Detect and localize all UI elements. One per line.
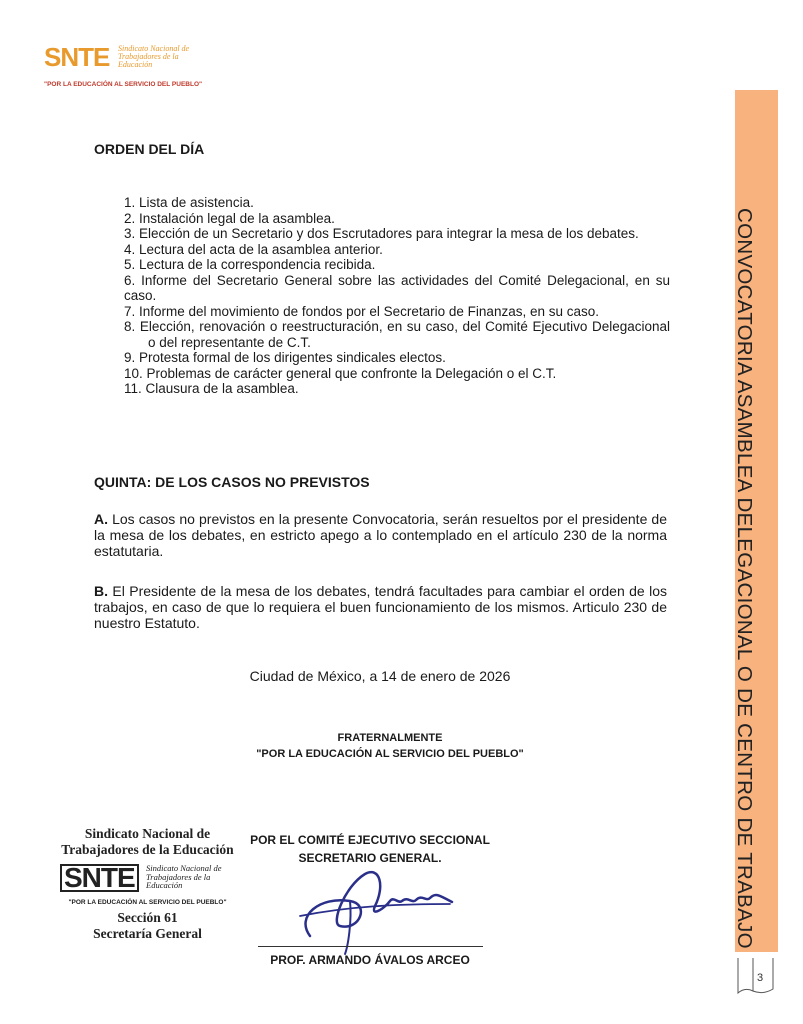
stamp-logo-mark	[60, 862, 139, 894]
stamp-logo	[60, 862, 235, 902]
paragraph-a-text: Los casos no previstos en la presente Convocatoria, serán resueltos por el presidente de la mesa de los debates, en estricto apego a lo contemplado en el artículo 230 de la norma estatutaria.	[94, 511, 667, 559]
page-number-box	[735, 955, 778, 995]
paragraph-b	[94, 583, 667, 631]
snte-logo-mark	[44, 42, 109, 72]
stamp-motto: "POR LA EDUCACIÓN AL SERVICIO DEL PUEBLO"	[68, 899, 227, 906]
agenda-item: 5. Lectura de la correspondencia recibida.	[124, 257, 376, 272]
closing-line-1: FRATERNALMENTE	[337, 732, 443, 744]
agenda-item: 2. Instalación legal de la asamblea.	[124, 210, 335, 226]
agenda-item: 10. Problemas de carácter general que confronte la Delegación o el C.T.	[124, 365, 557, 381]
orden-heading: ORDEN DEL DÍA	[94, 141, 205, 157]
sidebar-title: CONVOCATORIA ASAMBLEA DELEGACIONAL O DE CENTRO DE TRABAJO	[733, 208, 756, 949]
agenda-item: 4. Lectura del acta de la asamblea anterior.	[124, 241, 383, 257]
paragraph-a	[94, 511, 667, 559]
paragraph-b-text: El Presidente de la mesa de los debates, tendrá facultades para cambiar el orden de los trabajos, en caso de que lo requiera el buen funcionamiento de los mismos. Articulo 230 de nuestro Estatuto.	[94, 583, 667, 631]
agenda-item: 1. Lista de asistencia.	[124, 195, 254, 210]
signature-line	[258, 946, 483, 947]
city-date: Ciudad de México, a 14 de enero de 2026	[249, 668, 511, 684]
stamp-office: Secretaría General	[93, 926, 202, 941]
agenda-item: 11. Clausura de la asamblea.	[124, 381, 299, 396]
closing	[225, 730, 555, 762]
stamp-logo-text: SNTE	[60, 864, 139, 892]
section-stamp	[60, 826, 235, 966]
quinta-heading: QUINTA: DE LOS CASOS NO PREVISTOS	[94, 474, 370, 490]
agenda-list	[124, 195, 670, 397]
snte-logo-motto: "POR LA EDUCACIÓN AL SERVICIO DEL PUEBLO"	[44, 81, 203, 88]
signature-committee: POR EL COMITÉ EJECUTIVO SECCIONAL	[250, 833, 490, 847]
stamp-union-name: Sindicato Nacional de Trabajadores de la Educación	[61, 826, 234, 857]
paragraph-b-label: B.	[94, 583, 108, 599]
snte-logo-text: SNTE	[44, 42, 110, 72]
snte-logo-name: Sindicato Nacional de Trabajadores de la Educación	[118, 44, 190, 69]
snte-logo	[44, 42, 204, 94]
agenda-item: 6. Informe del Secretario General sobre las actividades del Comité Delegacional, en su caso.	[124, 272, 670, 303]
sidebar-band	[735, 90, 778, 952]
paragraph-a-label: A.	[94, 511, 108, 527]
agenda-item: 7. Informe del movimiento de fondos por el Secretario de Finanzas, en su caso.	[124, 303, 600, 319]
stamp-logo-name: Sindicato Nacional de Trabajadores de la Educación	[146, 863, 222, 890]
agenda-item: 8. Elección, renovación o reestructuración, en su caso, del Comité Ejecutivo Delegacional o del representante de C.T.	[124, 319, 670, 350]
closing-line-2: "POR LA EDUCACIÓN AL SERVICIO DEL PUEBLO"	[256, 748, 524, 760]
signatory-name: PROF. ARMANDO ÁVALOS ARCEO	[270, 953, 470, 967]
page-number: 3	[757, 972, 764, 984]
signature-role: SECRETARIO GENERAL.	[298, 851, 442, 865]
handwritten-signature	[290, 846, 460, 956]
stamp-section: Sección 61	[117, 910, 178, 925]
agenda-item: 9. Protesta formal de los dirigentes sindicales electos.	[124, 350, 446, 365]
agenda-item: 3. Elección de un Secretario y dos Escrutadores para integrar la mesa de los debates.	[124, 226, 639, 241]
